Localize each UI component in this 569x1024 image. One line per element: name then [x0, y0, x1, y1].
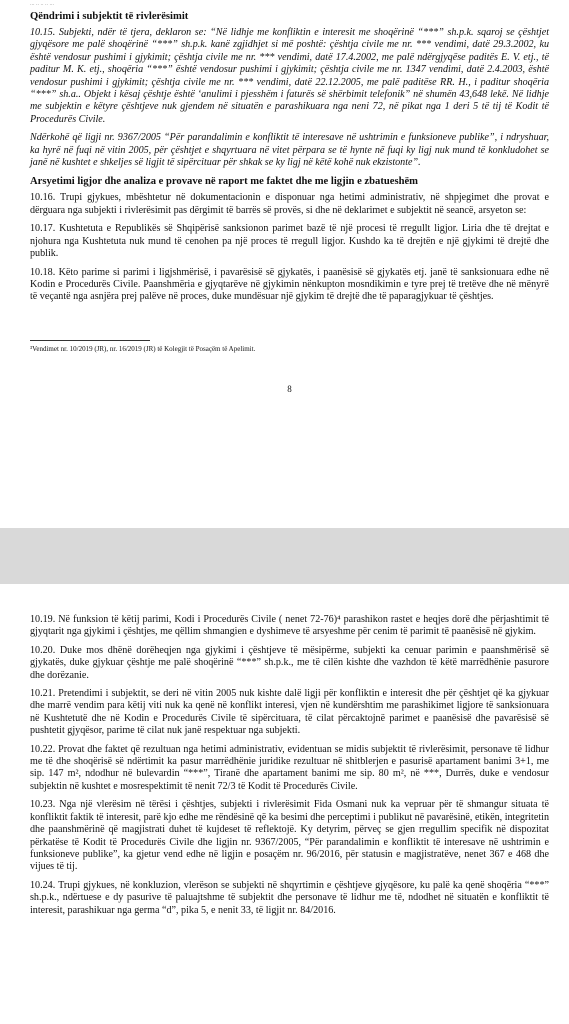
paragraph-10-23: 10.23. Nga një vlerësim në tërësi i çështjes, subjekti i rivlerësimit Fida Osmani nuk ka vepruar për të shmangur situata të konfliktit faktik të interesit, parë kjo edhe me rëndësinë që ka besimi dhe perceptimi i publikut në pavarësinë, etikën, integritetin dhe paanshmërinë që magjistrati duhet të kujdeset të reflektojë. Ky detyrim, përveç se gjen rregullim specifik në dispozitat përkatëse të Kodit të Procedurës Civile dhe ligjin nr. 9367/2005, “Për parandalimin e konfliktit të interesave në ushtrimin e funksioneve publike”, ka gjetur vend edhe në ligjin e posaçëm nr. 96/2016, për statusin e magjistratëve, nenet 367 e 468 dhe vijues të tij. [30, 799, 549, 873]
paragraph-10-18: 10.18. Këto parime si parimi i ligjshmërisë, i pavarësisë së gjykatës, i paanësisë së gjykatës etj. janë të sanksionuara edhe në Kodin e Procedurës Civile. Paanshmëria e gjyqtarëve në gjykimin nënkupton mosndikimin e tyre prej të tretëve dhe në mënyrë të veçantë nga asnjëra prej palëve në proces, duke mundësuar një gjykim të drejtë dhe të paparagjykuar të çështjes. [30, 266, 549, 303]
section-heading-subject-position: Qëndrimi i subjektit të rivlerësimit [30, 11, 189, 22]
paragraph-10-17: 10.17. Kushtetuta e Republikës së Shqipërisë sanksionon parimet bazë të një procesi të rregullt ligjor. Liria dhe të drejtat e njohura nga Kushtetuta nuk mund të cenohen pa një proces të rregull ligjor. Kushdo ka të drejtën e një gjykimi të drejtë dhe publik. [30, 223, 549, 260]
clipped-top-text: ... .. .. .. ... [30, 1, 54, 7]
paragraph-10-19: 10.19. Në funksion të këtij parimi, Kodi i Procedurës Civile ( nenet 72-76)⁴ parashikon rastet e heqjes dorë dhe përjashtimit të gjyqtarit nga gjykimi i çështjes, me qëllim shmangien e dyshimeve të arsyeshme për cenim të parimit të paanësisë në gjykim. [30, 614, 549, 638]
page-top-margin [30, 584, 549, 614]
page-gap [0, 528, 569, 584]
paragraph-law-9367: Ndërkohë që ligji nr. 9367/2005 “Për parandalimin e konfliktit të interesave në ushtrimin e funksioneve publike”, i ndryshuar, ka hyrë në fuqi në vitin 2005, për çështjet e shqyrtuara në vitet përpara se të hynte në fuqi ky ligj nuk mund të konkludohet se janë në kushtet e shkeljes së ligjit të sipërcituar për shkak se ky ligj në këtë kohë nuk ekzistonte”. [30, 132, 549, 169]
paragraph-10-24: 10.24. Trupi gjykues, në konkluzion, vlerëson se subjekti në shqyrtimin e çështjeve gjyqësore, ku palë ka qenë shoqëria “***” sh.p.k., ndërtuese e dy pasurive të paluajtshme të subjektit dhe personave të lidhur me të, ndodhet në situatën e konfliktit të interesit, parashikuar nga germa “d”, pika 5, e nenit 33, të ligjit nr. 84/2016. [30, 879, 549, 916]
section-heading-legal-reasoning: Arsyetimi ligjor dhe analiza e provave në raport me faktet dhe me ligjin e zbatueshëm [30, 176, 418, 188]
footnote-separator [30, 340, 150, 341]
paragraph-10-22: 10.22. Provat dhe faktet që rezultuan nga hetimi administrativ, evidentuan se midis subjektit të rivlerësimit, personave të lidhur me të dhe shoqërisë së ndërtimit ka pasur marrëdhënie juridike rezultuar në shitblerjen e pasurisë apartament banimi 3+1, me sip. 147 m², ndodhur në bulevardin “***”, Tiranë dhe apartament banimi me sip. 80 m², në ***, Durrës, duke e vendosur subjektin në kushtet e mosrespektimit të nenit 72/3 të Kodit të Procedurës Civile. [30, 743, 549, 792]
page-number: 8 [287, 383, 292, 394]
footnote-3: ³Vendimet nr. 10/2019 (JR), nr. 16/2019 (JR) të Kolegjit të Posaçëm të Apelimit. [30, 344, 256, 353]
paragraph-10-15: 10.15. Subjekti, ndër të tjera, deklaron se: “Në lidhje me konfliktin e interesit me shoqërinë “***” sh.p.k. sqaroj se çështjet gjyqësore me palë shoqërinë “***” sh.p.k. kanë zgjidhjet si më poshtë: çështja civile me nr. *** vendimi, datë 29.3.2002, ku është vendosur pushimi i gjykimit; çështja civile me nr. *** vendimi, datë 17.4.2002, me palë ndërgjyqëse paditës E. V. etj., të paditur M. K. etj., shoqëria “***” është vendosur pushimi i gjykimit; çështja civile me nr. 1347 vendimi, datë 2.4.2003, është vendosur pushimi i gjykimit; çështja civile me nr. *** vendimi, datë 22.12.2005, me palë paditëse RR. H., i paditur shoqëria “***” sh.a.. Objekt i kësaj çështje është ‘anulimi i pjesshëm i faturës së shërbimit telefonik” në shumën 43,648 lekë. Në lidhje me subjektin e këtyre çështjeve nuk gjendem në situatën e parashikuara nga neni 72, në pikat nga 1 deri 5 të tij të Kodit të Procedurës Civile. [30, 27, 549, 125]
document-page-2 [0, 584, 569, 1024]
paragraph-10-21: 10.21. Pretendimi i subjektit, se deri në vitin 2005 nuk kishte dalë ligji për konfliktin e interesit dhe për çështjet që ka gjykuar dhe marrë vendim para këtij viti nuk ka qenë në konflikt interesi, vjen në kundërshtim me parashikimet ligjore të sanksionuara në Kushtetutë dhe në Kodin e Procedurës Civile të sipërcituara, të cilat përcaktojnë parimet e paanësisë dhe pavarësisë së pushtetit gjyqësor, parime të cilat nuk janë respektuar nga subjekti. [30, 688, 549, 737]
paragraph-10-20: 10.20. Duke mos dhënë dorëheqjen nga gjykimi i çështjeve të mësipërme, subjekti ka cenuar parimin e paanshmërisë së gjykatës, duke gjykuar çështje me palë shoqërinë “***” sh.p.k., me të cilën kishte dhe vazhdon të këtë marrëdhënie pasurore dhe dorëzanie. [30, 644, 549, 681]
paragraph-10-16: 10.16. Trupi gjykues, mbështetur në dokumentacionin e disponuar nga hetimi administrativ, në shpjegimet dhe provat e dërguara nga subjekti i rivlerësimit pas dërgimit të barrës së provës, si dhe në deklarimet e subjektit në seancë, arsyeton se: [30, 192, 549, 216]
